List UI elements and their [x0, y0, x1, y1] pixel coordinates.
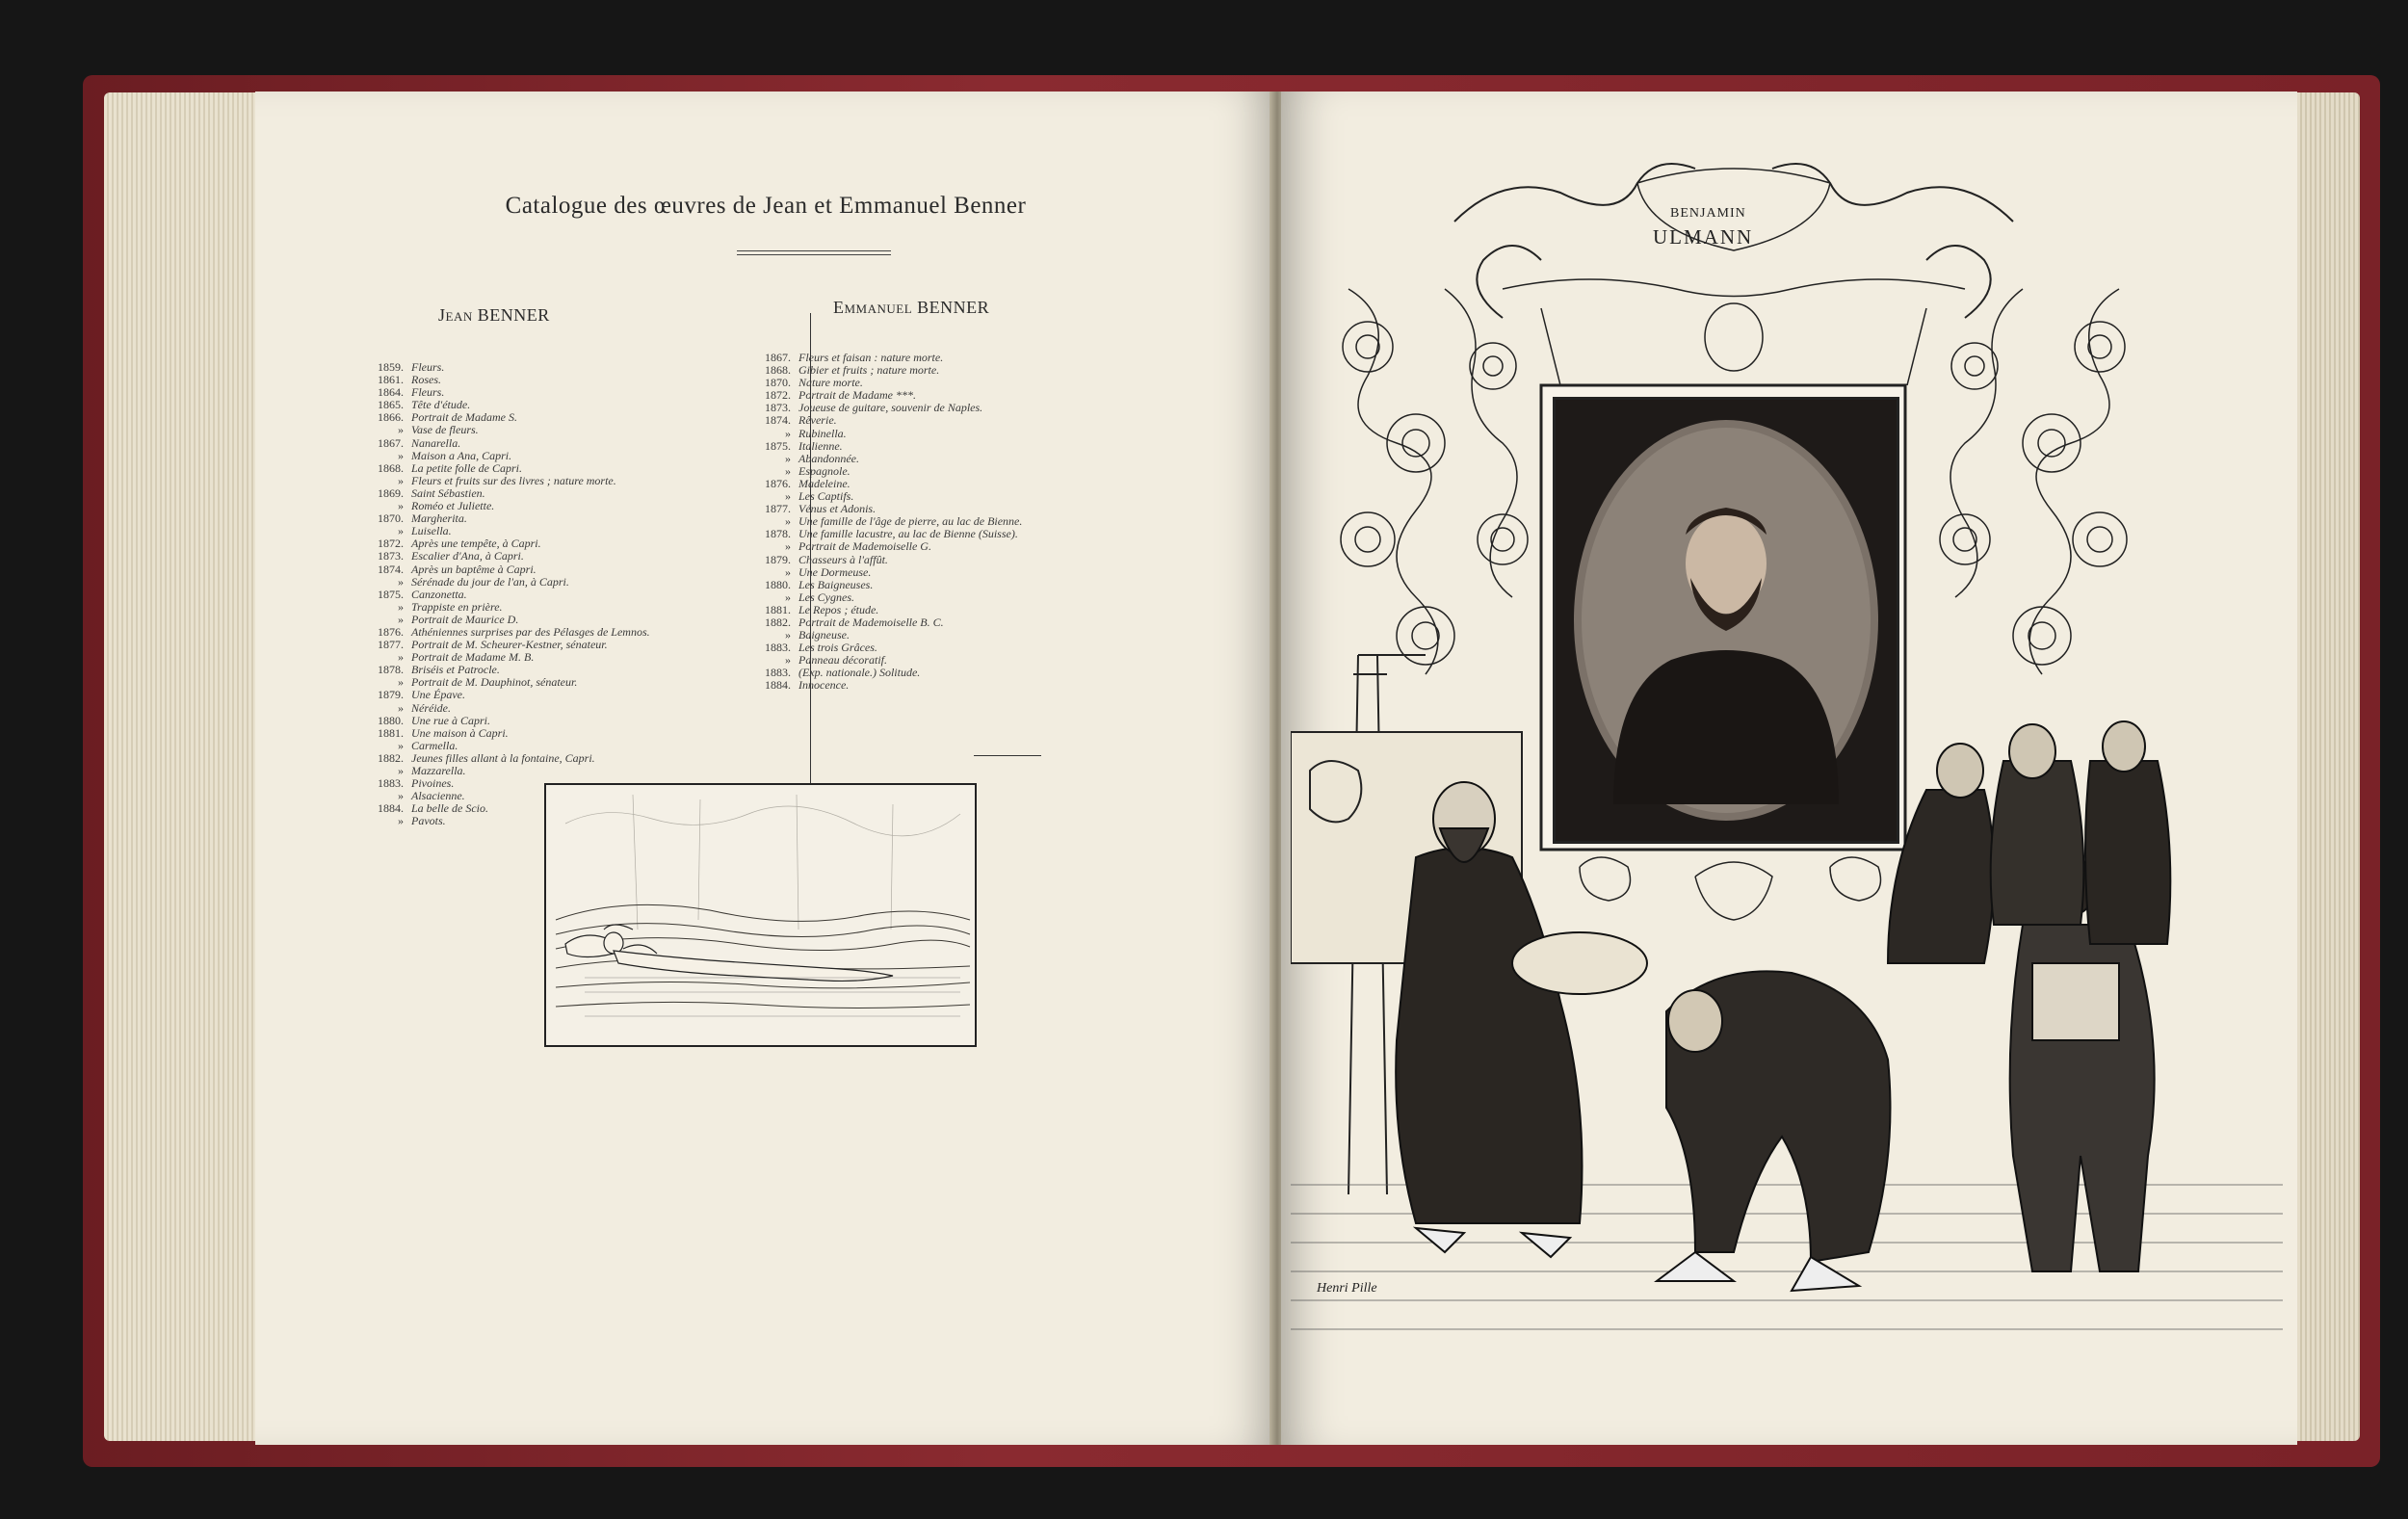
work-year: 1873. — [765, 401, 791, 415]
work-title: Sérénade du jour de l'an, à Capri. — [411, 574, 569, 589]
work-title: Chasseurs à l'affût. — [798, 552, 888, 566]
work-year: 1879. — [765, 552, 791, 566]
work-year: » — [785, 589, 791, 604]
work-year: » — [398, 650, 404, 665]
work-year: 1870. — [765, 376, 791, 390]
work-title: (Exp. nationale.) Solitude. — [798, 666, 921, 680]
work-year: » — [398, 789, 404, 803]
work-title: Abandonnée. — [798, 451, 859, 465]
work-year: 1883. — [765, 666, 791, 680]
work-title: Fleurs. — [411, 360, 445, 374]
work-entry — [756, 478, 1022, 490]
work-title: Une famille lacustre, au lac de Bienne (Suisse). — [798, 527, 1018, 541]
work-title: Les Captifs. — [798, 489, 854, 504]
portrait-photograph — [1553, 397, 1899, 844]
work-year: 1883. — [765, 641, 791, 655]
work-year: » — [785, 514, 791, 529]
work-year: 1861. — [378, 373, 404, 387]
work-title: Roméo et Juliette. — [411, 499, 495, 513]
work-year: » — [398, 499, 404, 513]
work-title: Briséis et Patrocle. — [411, 663, 500, 677]
work-title: Fleurs et fruits sur des livres ; nature morte. — [411, 473, 616, 487]
work-year: 1868. — [765, 363, 791, 378]
work-title: Les Baigneuses. — [798, 577, 874, 591]
work-title: Portrait de Mademoiselle B. C. — [798, 615, 944, 629]
work-year: » — [785, 426, 791, 440]
work-entry — [756, 540, 1022, 553]
work-year: » — [398, 574, 404, 589]
work-title: Alsacienne. — [411, 789, 465, 803]
work-year: » — [785, 628, 791, 642]
work-entry — [756, 554, 1022, 566]
work-title: Une rue à Capri. — [411, 713, 490, 727]
work-year: » — [398, 524, 404, 538]
work-entry — [756, 679, 1022, 692]
reclining-figure-sketch — [544, 783, 977, 1047]
work-entry — [756, 453, 1022, 465]
work-year: » — [785, 564, 791, 579]
work-year: » — [398, 700, 404, 715]
work-title: Nature morte. — [798, 376, 863, 390]
work-title: Mazzarella. — [411, 764, 466, 777]
work-title: Rêverie. — [798, 413, 837, 428]
work-year: » — [785, 653, 791, 668]
work-year: » — [785, 451, 791, 465]
work-year: 1875. — [378, 587, 404, 601]
work-title: Vase de fleurs. — [411, 423, 479, 437]
work-entry — [756, 428, 1022, 440]
work-entry — [756, 465, 1022, 478]
title-rule — [737, 250, 891, 255]
work-year: » — [398, 612, 404, 626]
work-title: Canzonetta. — [411, 587, 467, 601]
work-title: Panneau décoratif. — [798, 653, 887, 668]
work-title: Les Cygnes. — [798, 589, 854, 604]
work-entry — [756, 490, 1022, 503]
work-title: Gibier et fruits ; nature morte. — [798, 363, 940, 378]
work-title: Portrait de M. Dauphinot, sénateur. — [411, 675, 578, 690]
work-title: Portrait de Madame S. — [411, 410, 517, 425]
work-year: 1884. — [765, 678, 791, 693]
work-entry — [756, 440, 1022, 453]
work-title: Les trois Grâces. — [798, 641, 877, 655]
work-year: 1874. — [378, 562, 404, 576]
work-year: 1882. — [378, 750, 404, 765]
work-entry — [756, 616, 1022, 629]
work-title: Madeleine. — [798, 476, 851, 490]
work-title: Portrait de M. Scheurer-Kestner, sénateur. — [411, 638, 608, 652]
work-title: Rubinella. — [798, 426, 847, 440]
work-year: 1874. — [765, 413, 791, 428]
work-year: 1879. — [378, 688, 404, 702]
work-title: Joueuse de guitare, souvenir de Naples. — [798, 401, 983, 415]
work-title: Portrait de Madame M. B. — [411, 650, 535, 665]
work-title: Portrait de Maurice D. — [411, 612, 519, 626]
work-title: Pivoines. — [411, 776, 455, 791]
work-title: Fleurs. — [411, 385, 445, 400]
work-title: Tête d'étude. — [411, 398, 471, 412]
work-entry — [756, 414, 1022, 427]
work-title: Le Repos ; étude. — [798, 602, 879, 616]
work-title: Portrait de Madame ***. — [798, 388, 916, 403]
left-page — [255, 92, 1276, 1445]
work-year: 1866. — [378, 410, 404, 425]
work-year: » — [785, 489, 791, 504]
work-year: 1869. — [378, 485, 404, 500]
work-title: Espagnole. — [798, 463, 851, 478]
work-title: Jeunes filles allant à la fontaine, Capri. — [411, 750, 595, 765]
work-entry — [756, 364, 1022, 377]
work-year: 1868. — [378, 460, 404, 475]
work-year: 1872. — [765, 388, 791, 403]
work-title: Néréide. — [411, 700, 451, 715]
work-year: 1867. — [378, 435, 404, 450]
work-title: Maison a Ana, Capri. — [411, 448, 512, 462]
work-year: » — [398, 448, 404, 462]
work-year: » — [398, 599, 404, 614]
work-title: Carmella. — [411, 738, 458, 752]
work-title: Après un baptême à Capri. — [411, 562, 537, 576]
work-year: 1880. — [765, 577, 791, 591]
work-title: Baigneuse. — [798, 628, 850, 642]
work-title: La petite folle de Capri. — [411, 460, 522, 475]
work-year: 1884. — [378, 801, 404, 816]
work-title: Roses. — [411, 373, 441, 387]
work-title: Vénus et Adonis. — [798, 502, 877, 516]
work-entry — [756, 642, 1022, 654]
work-year: 1873. — [378, 549, 404, 563]
work-year: » — [398, 423, 404, 437]
work-title: Une famille de l'âge de pierre, au lac de Bienne. — [798, 514, 1023, 529]
work-title: Portrait de Mademoiselle G. — [798, 539, 931, 554]
work-entry — [756, 402, 1022, 414]
work-year: 1883. — [378, 776, 404, 791]
work-entry — [756, 667, 1022, 679]
page-edges-left — [104, 92, 258, 1441]
work-year: 1878. — [765, 527, 791, 541]
work-year: 1876. — [378, 624, 404, 639]
work-title: Margherita. — [411, 511, 467, 526]
work-title: Saint Sébastien. — [411, 485, 485, 500]
work-year: 1881. — [378, 725, 404, 740]
work-title: Luisella. — [411, 524, 452, 538]
work-year: 1865. — [378, 398, 404, 412]
emmanuel-benner-heading: Emmanuel BENNER — [833, 298, 990, 317]
work-year: » — [785, 463, 791, 478]
artist-signature: Henri Pille — [1317, 1281, 1377, 1296]
work-title: Une Épave. — [411, 688, 465, 702]
work-title: Escalier d'Ana, à Capri. — [411, 549, 524, 563]
jean-benner-heading: Jean BENNER — [438, 305, 550, 325]
work-year: 1881. — [765, 602, 791, 616]
work-year: 1882. — [765, 615, 791, 629]
work-year: » — [398, 814, 404, 828]
work-title: Nanarella. — [411, 435, 461, 450]
work-year: 1876. — [765, 476, 791, 490]
work-year: 1880. — [378, 713, 404, 727]
work-year: 1859. — [378, 360, 404, 374]
work-title: Fleurs et faisan : nature morte. — [798, 351, 944, 364]
work-year: 1870. — [378, 511, 404, 526]
work-year: » — [398, 764, 404, 777]
work-entry — [756, 566, 1022, 579]
work-year: 1877. — [378, 638, 404, 652]
work-year: 1872. — [378, 537, 404, 551]
work-title: Une Dormeuse. — [798, 564, 872, 579]
work-title: Trappiste en prière. — [411, 599, 503, 614]
work-year: 1875. — [765, 438, 791, 453]
work-title: Italienne. — [798, 438, 843, 453]
jean-works-list — [369, 361, 650, 827]
subject-first-name: BENJAMIN — [1670, 206, 1746, 221]
work-year: 1864. — [378, 385, 404, 400]
subject-last-name: ULMANN — [1653, 225, 1754, 249]
work-year: 1877. — [765, 502, 791, 516]
work-year: 1867. — [765, 351, 791, 364]
work-year: » — [785, 539, 791, 554]
catalog-title: Catalogue des œuvres de Jean et Emmanuel Benner — [505, 193, 1027, 219]
work-year: » — [398, 473, 404, 487]
work-title: Innocence. — [798, 678, 850, 693]
work-year: » — [398, 675, 404, 690]
emmanuel-works-list — [756, 352, 1022, 693]
work-entry — [756, 629, 1022, 642]
work-title: Pavots. — [411, 814, 446, 828]
work-year: » — [398, 738, 404, 752]
work-title: La belle de Scio. — [411, 801, 488, 816]
work-entry — [756, 591, 1022, 604]
work-title: Une maison à Capri. — [411, 725, 509, 740]
work-title: Athéniennes surprises par des Pélasges de Lemnos. — [411, 624, 650, 639]
work-entry — [756, 579, 1022, 591]
work-title: Après une tempête, à Capri. — [411, 537, 541, 551]
work-year: 1878. — [378, 663, 404, 677]
end-rule — [974, 755, 1041, 756]
